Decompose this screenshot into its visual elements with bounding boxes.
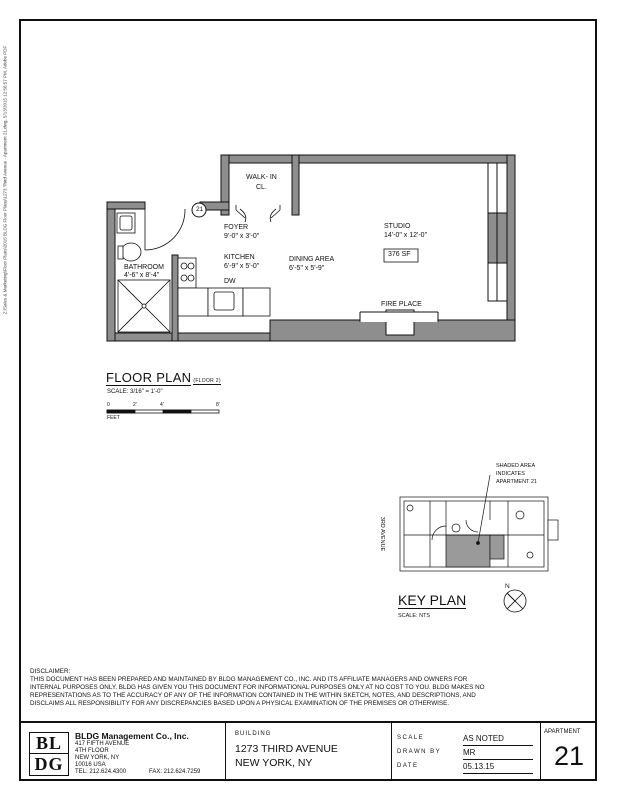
company-fax: FAX: 212.624.7259 [149, 769, 201, 775]
area-label: 376 SF [388, 251, 411, 258]
disclaimer-heading: DISCLAIMER: [30, 668, 71, 675]
fireplace-label: FIRE PLACE [381, 301, 422, 308]
company-address-2: 4TH FLOOR [75, 748, 109, 754]
key-note-line-1: SHADED AREA [496, 463, 536, 469]
scale-tick-0: 0 [107, 402, 110, 408]
floor-plan-title [106, 370, 221, 385]
apartment-label: APARTMENT [544, 729, 581, 735]
apartment-number: 21 [554, 741, 585, 771]
dishwasher-label: DW [224, 278, 236, 285]
foyer-dimensions: 9'-0" x 3'-0" [224, 233, 260, 240]
unit-number: 21 [196, 206, 204, 213]
apartment-block [540, 723, 595, 781]
key-note-line-2: INDICATES [496, 471, 525, 477]
scale-tick-2: 2' [133, 402, 137, 408]
drawn-by-value: MR [463, 748, 476, 757]
company-logo [29, 732, 69, 776]
date-label: DATE [397, 763, 419, 769]
disclaimer [30, 668, 570, 708]
kitchen-dimensions: 6'-9" x 5'-0" [224, 263, 260, 270]
floor-plan-title-text: FLOOR PLAN [106, 370, 192, 385]
scale-value: AS NOTED [463, 734, 504, 743]
building-label: BUILDING [235, 731, 272, 737]
scale-label: SCALE [397, 735, 425, 741]
company-block [21, 723, 226, 781]
key-plan-drawing [400, 475, 558, 571]
dining-area-label: DINING AREA [289, 256, 335, 263]
logo-line-2: DG [34, 754, 64, 774]
file-path-text: Z:\Sales & Marketing\Floor Plans\2015 BLDG Floor Plans\1273 Third Avenue - Apartment 21.dwg, 5/13/2015 12:56:57 PM, Adobe PDF [2, 45, 8, 315]
drawing-info-block [391, 723, 541, 781]
studio-dimensions: 14'-0" x 12'-0" [384, 232, 428, 239]
company-name: BLDG Management Co., Inc. [75, 731, 189, 741]
foyer-label: FOYER [224, 224, 249, 231]
building-city: NEW YORK, NY [235, 757, 313, 769]
key-plan-scale: SCALE: NTS [398, 613, 431, 619]
building-street: 1273 THIRD AVENUE [235, 743, 338, 755]
floor-number: (FLOOR 2) [193, 378, 221, 384]
disclaimer-line: REPRESENTATIONS AS TO THE ACCURACY OF ANY OF THE INFORMATION CONTAINED IN THE WITHIN SKETCH, NOTES, AND DESCRIPTIONS, AND [30, 692, 476, 699]
disclaimer-line: INTERNAL PURPOSES ONLY. BLDG HAS GIVEN YOU THIS DOCUMENT FOR INFORMATIONAL PURPOSES ONLY AT NO COST TO YOU. BLDG MAKES NO [30, 684, 485, 691]
drawn-by-label: DRAWN BY [397, 749, 442, 755]
walk-in-closet-label: WALK- IN [246, 174, 277, 181]
disclaimer-line: DISCLAIMS ALL RESPONSIBILITY FOR ANY DISCREPANCIES BASED UPON A PHYSICAL EXAMINATION OF THE PREMISES OR OTHERWISE. [30, 700, 450, 707]
studio-label: STUDIO [384, 223, 411, 230]
company-tel: TEL: 212.624.4300 [75, 769, 127, 775]
bathroom-label: BATHROOM [124, 264, 164, 271]
company-address-4: 10016 USA [75, 762, 106, 768]
north-label: N [505, 583, 510, 590]
key-note-line-3: APARTMENT 21 [496, 479, 537, 485]
scale-bar [107, 410, 219, 413]
key-plan-title: KEY PLAN [398, 592, 467, 608]
scale-tick-8: 8' [216, 402, 220, 408]
date-value: 05.13.15 [463, 762, 495, 771]
bathroom-dimensions: 4'-6" x 8'-4" [124, 272, 160, 279]
walk-in-closet-label-2: CL. [256, 184, 267, 191]
scale-unit: FEET [107, 415, 120, 421]
kitchen-label: KITCHEN [224, 254, 255, 261]
logo-line-1: BL [30, 733, 68, 754]
disclaimer-line: THIS DOCUMENT HAS BEEN PREPARED AND MAINTAINED BY BLDG MANAGEMENT CO., INC. AND ITS AFFILIATE MANAGERS AND OWNERS FOR [30, 676, 468, 683]
street-label: 3RD AVENUE [379, 516, 385, 552]
company-address-3: NEW YORK, NY [75, 755, 120, 761]
scale-tick-4: 4' [160, 402, 164, 408]
north-arrow [504, 590, 526, 612]
floor-plan-scale: SCALE: 3/16" = 1'-0" [107, 389, 163, 395]
dining-area-dimensions: 6'-5" x 5'-9" [289, 265, 325, 272]
building-block [225, 723, 392, 781]
company-address-1: 417 FIFTH AVENUE [75, 741, 130, 747]
title-block [21, 721, 595, 781]
